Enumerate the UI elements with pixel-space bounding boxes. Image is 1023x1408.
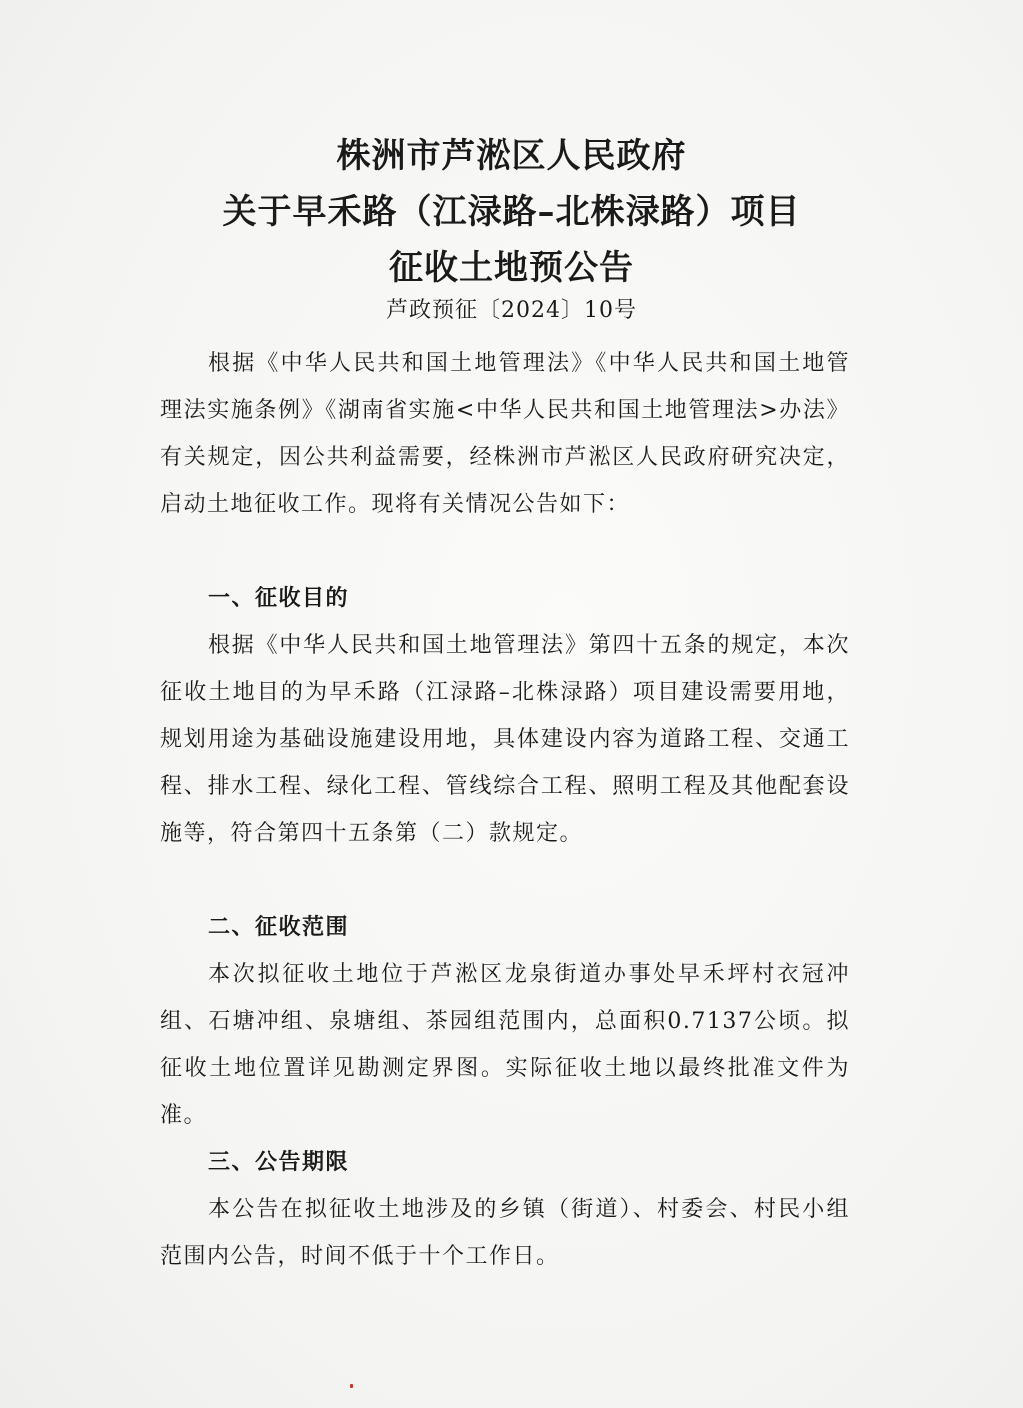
section-scope [160,904,850,1139]
section-heading: 三、公告期限 [208,1150,350,1175]
section-period [160,1139,850,1280]
document-title [0,128,1023,296]
section-paragraph: 本公告在拟征收土地涉及的乡镇（街道）、村委会、村民小组范围内公告，时间不低于十个工作日。 [160,1197,850,1269]
body-intro [160,340,850,528]
document-number: 芦政预征〔2024〕10号 [386,298,637,323]
section-heading: 一、征收目的 [208,586,350,611]
title-line-project: 关于早禾路（江渌路–北株渌路）项目 [222,192,801,232]
section-heading: 二、征收范围 [208,915,350,940]
title-line-issuer: 株洲市芦淞区人民政府 [336,136,687,176]
intro-paragraph: 根据《中华人民共和国土地管理法》《中华人民共和国土地管理法实施条例》《湖南省实施<中华人民共和国土地管理法>办法》有关规定，因公共利益需要，经株洲市芦淞区人民政府研究决定，启动土地征收工作。现将有关情况公告如下： [160,351,850,517]
title-line-subject: 征收土地预公告 [389,248,634,288]
section-paragraph: 根据《中华人民共和国土地管理法》第四十五条的规定，本次征收土地目的为早禾路（江渌路–北株渌路）项目建设需要用地，规划用途为基础设施建设用地，具体建设内容为道路工程、交通工程、排水工程、绿化工程、管线综合工程、照明工程及其他配套设施等，符合第四十五条第（二）款规定。 [160,633,850,846]
section-paragraph: 本次拟征收土地位于芦淞区龙泉街道办事处早禾坪村衣冠冲组、石塘冲组、泉塘组、茶园组范围内，总面积0.7137公顷。拟征收土地位置详见勘测定界图。实际征收土地以最终批准文件为准。 [160,962,850,1128]
scan-speck [350,1384,353,1388]
section-purpose [160,575,850,857]
